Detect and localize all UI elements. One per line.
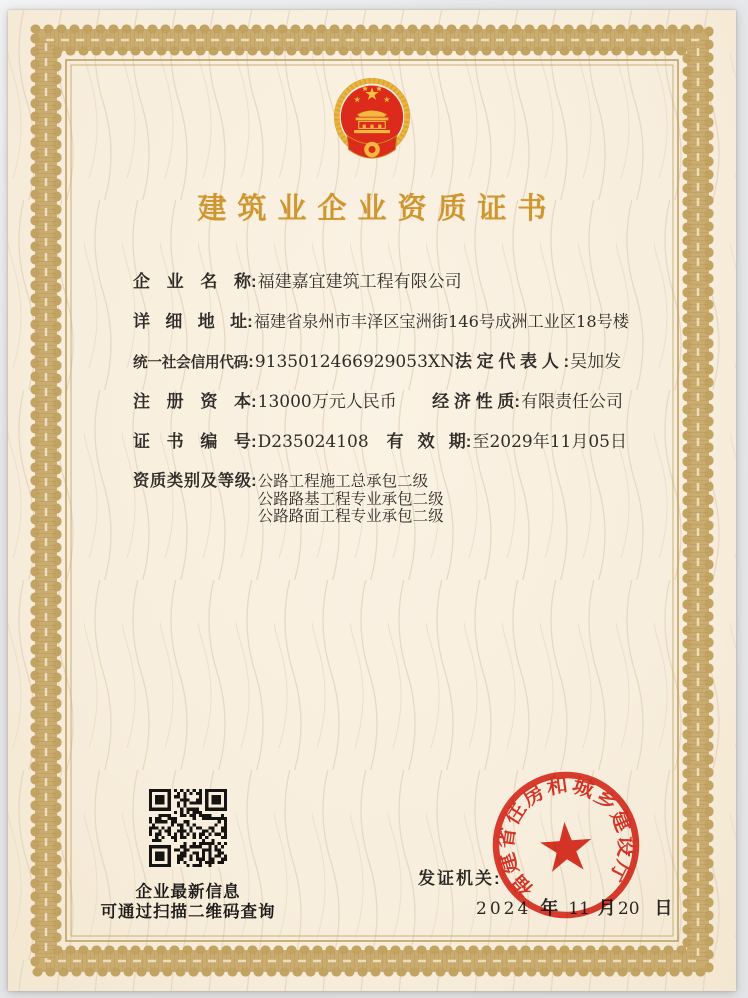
seal-text: 福建省住房和城乡建设厅 [494, 773, 638, 902]
credit-code-label: 统一社会信用代码 [133, 355, 249, 371]
qualifications-values [258, 473, 444, 526]
field-certificate-number: 证书编号 : D235024108 有 效 期 : 至2029年11月05日 [133, 427, 629, 450]
qualification-line: 公路工程施工总承包二级 [257, 472, 429, 490]
field-legal-representative: 法 定 代 表 人 : 吴加发 [455, 347, 621, 372]
field-company-name: 企业名称 : 福建嘉宜建筑工程有限公司 [133, 267, 629, 290]
issuing-authority-label: 发证机关: [418, 869, 502, 888]
day-unit: 日 [654, 898, 673, 918]
registered-capital-value: 13000万元人民币 [257, 392, 397, 412]
address-value: 福建省泉州市丰泽区宝洲街146号成洲工业区18号楼 [253, 312, 629, 331]
official-seal-stamp [453, 732, 679, 958]
qr-caption [96, 882, 280, 922]
legal-representative-label: 法 定 代 表 人 [454, 352, 564, 371]
month-unit: 月 [597, 898, 616, 918]
field-credit-code: 统一社会信用代码 : 9135012466929053XN 法 定 代 表 人 : 吴加发 [133, 347, 629, 370]
qualification-line: 公路路基工程专业承包二级 [257, 489, 444, 508]
address-label: 详细地址 [133, 312, 248, 331]
economic-nature-label: 经 济 性 质 [432, 392, 515, 411]
qr-caption-line1: 企业最新信息 [135, 883, 241, 901]
field-validity: 有 效 期 : 至2029年11月05日 [386, 427, 627, 452]
year-unit: 年 [540, 898, 559, 918]
certificate-fields [133, 267, 629, 543]
certificate-paper [8, 10, 736, 991]
company-name-label: 企业名称 [133, 272, 251, 291]
field-qualifications: 资质类别及等级 : 公路工程施工总承包二级 公路路基工程专业承包二级 公路路面工程专业承包二级 [133, 467, 629, 526]
field-economic-nature: 经 济 性 质 : 有限责任公司 [432, 387, 623, 412]
issue-day: 20 [617, 899, 640, 919]
issue-year: 2024 [476, 899, 532, 919]
registered-capital-label: 注册资本 [133, 392, 251, 411]
certificate-number-value: D235024108 [257, 432, 369, 452]
validity-value: 至2029年11月05日 [472, 432, 627, 452]
issue-month: 11 [568, 899, 590, 919]
seal-star-icon [539, 820, 594, 872]
field-registered-capital: 注册资本 : 13000万元人民币 经 济 性 质 : 有限责任公司 [133, 387, 629, 410]
qr-code [149, 789, 227, 867]
qr-block [96, 789, 280, 922]
certificate-title: 建筑业企业资质证书 [197, 193, 558, 225]
economic-nature-value: 有限责任公司 [521, 392, 623, 412]
qualifications-label: 资质类别及等级 [133, 472, 251, 490]
legal-representative-value: 吴加发 [570, 352, 622, 372]
qualification-line: 公路路面工程专业承包二级 [257, 507, 444, 525]
qr-caption-line2: 可通过扫描二维码查询 [100, 903, 276, 921]
field-address: 详细地址 : 福建省泉州市丰泽区宝洲街146号成洲工业区18号楼 [133, 307, 629, 330]
certificate-number-label: 证书编号 [133, 432, 251, 451]
credit-code-value: 9135012466929053XN [254, 352, 455, 372]
national-emblem-icon [333, 76, 411, 170]
company-name-value: 福建嘉宜建筑工程有限公司 [257, 272, 462, 292]
validity-label: 有 效 期 [386, 432, 466, 451]
